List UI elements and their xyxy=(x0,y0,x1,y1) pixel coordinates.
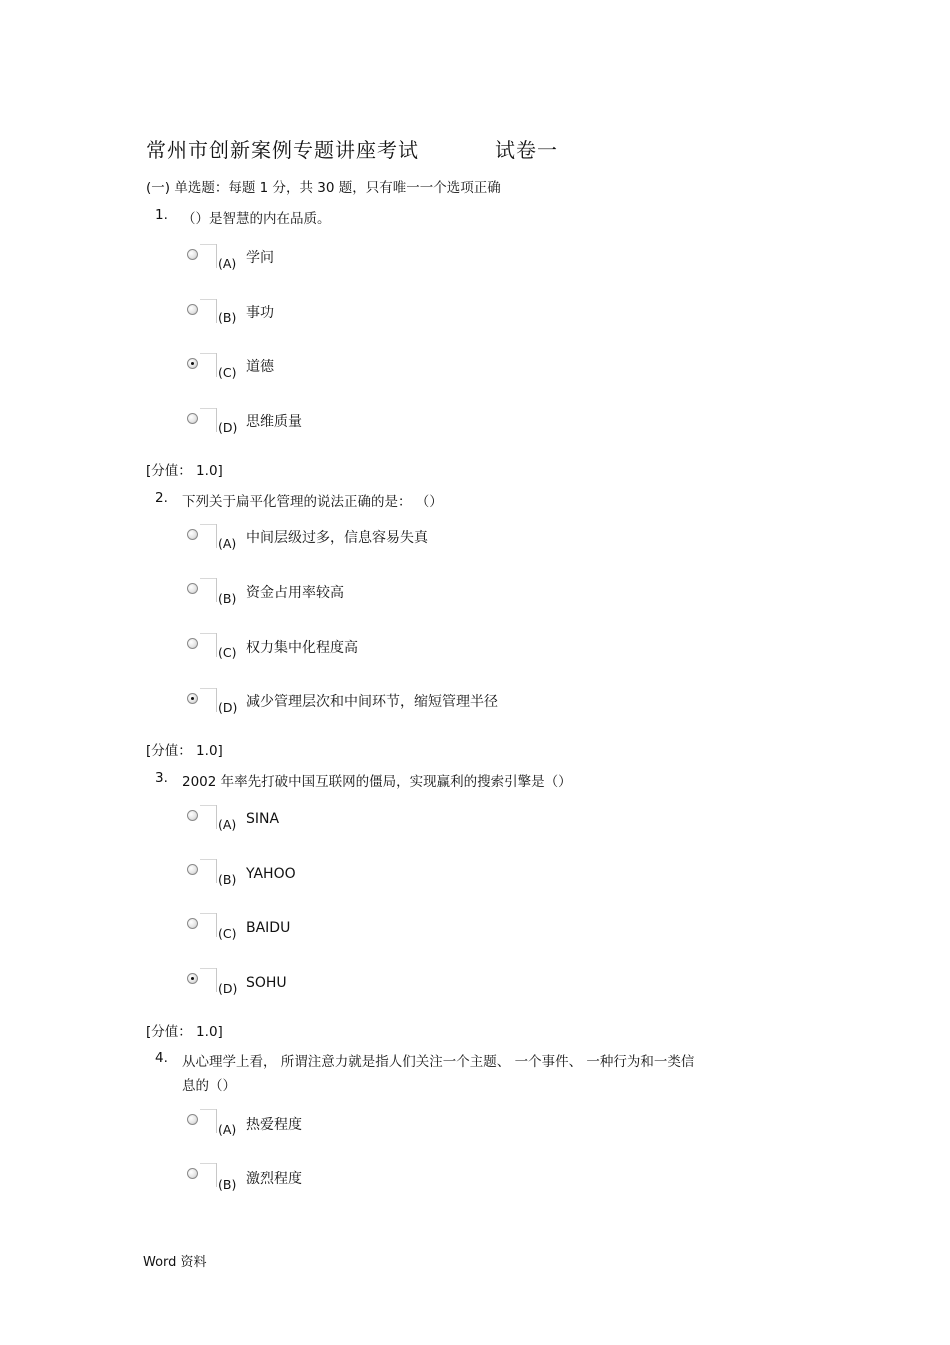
question-number: 4. xyxy=(155,1050,168,1066)
question-text: 下列关于扁平化管理的说法正确的是： （） xyxy=(182,494,443,510)
divider xyxy=(216,299,217,323)
option-letter: (C) xyxy=(218,645,237,660)
divider xyxy=(216,805,217,829)
divider xyxy=(200,633,216,634)
option-text: 热爱程度 xyxy=(246,1117,302,1133)
divider xyxy=(200,244,216,245)
divider xyxy=(200,913,216,914)
radio-button[interactable] xyxy=(187,810,198,821)
divider xyxy=(200,859,216,860)
divider xyxy=(200,408,216,409)
question-text: 从心理学上看， 所谓注意力就是指人们关注一个主题、 一个事件、 一种行为和一类信 xyxy=(182,1054,695,1070)
divider xyxy=(216,688,217,712)
radio-button[interactable] xyxy=(187,1114,198,1125)
option-letter: (B) xyxy=(218,872,237,887)
option-letter: (B) xyxy=(218,1177,237,1192)
option-letter: (B) xyxy=(218,310,237,325)
question-text: （）是智慧的内在品质。 xyxy=(182,211,331,227)
option-letter: (A) xyxy=(218,1122,237,1137)
divider xyxy=(200,578,216,579)
option-letter: (B) xyxy=(218,591,237,606)
option-text: SOHU xyxy=(246,975,287,991)
radio-button[interactable] xyxy=(187,304,198,315)
page-footer: Word 资料 xyxy=(143,1255,207,1270)
radio-button[interactable] xyxy=(187,973,198,984)
divider xyxy=(200,1109,216,1110)
option-letter: (A) xyxy=(218,817,237,832)
option-text: 中间层级过多，信息容易失真 xyxy=(246,530,428,546)
divider xyxy=(200,353,216,354)
option-letter: (D) xyxy=(218,981,238,996)
exam-title: 常州市创新案例专题讲座考试 xyxy=(146,138,419,162)
score-label: [分值： 1.0] xyxy=(146,743,223,759)
radio-button[interactable] xyxy=(187,693,198,704)
score-label: [分值： 1.0] xyxy=(146,1024,223,1040)
radio-button[interactable] xyxy=(187,529,198,540)
radio-button[interactable] xyxy=(187,638,198,649)
radio-button[interactable] xyxy=(187,918,198,929)
option-text: BAIDU xyxy=(246,920,291,936)
option-letter: (C) xyxy=(218,365,237,380)
radio-button[interactable] xyxy=(187,864,198,875)
option-letter: (C) xyxy=(218,926,237,941)
option-text: 思维质量 xyxy=(246,414,302,430)
question-text-line2: 息的（） xyxy=(182,1078,236,1094)
divider xyxy=(200,299,216,300)
question-number: 3. xyxy=(155,770,168,786)
divider xyxy=(200,805,216,806)
radio-button[interactable] xyxy=(187,1168,198,1179)
option-text: 激烈程度 xyxy=(246,1171,302,1187)
divider xyxy=(216,578,217,602)
option-text: YAHOO xyxy=(246,866,296,882)
divider xyxy=(216,408,217,432)
divider xyxy=(216,859,217,883)
score-label: [分值： 1.0] xyxy=(146,463,223,479)
divider xyxy=(200,524,216,525)
option-text: SINA xyxy=(246,811,280,827)
divider xyxy=(216,633,217,657)
divider xyxy=(200,1163,216,1164)
radio-button[interactable] xyxy=(187,358,198,369)
divider xyxy=(216,913,217,937)
divider xyxy=(216,524,217,548)
divider xyxy=(200,688,216,689)
divider xyxy=(216,968,217,992)
option-letter: (A) xyxy=(218,256,237,271)
option-letter: (A) xyxy=(218,536,237,551)
divider xyxy=(216,244,217,268)
option-text: 事功 xyxy=(246,305,274,321)
divider xyxy=(216,353,217,377)
radio-button[interactable] xyxy=(187,413,198,424)
option-letter: (D) xyxy=(218,420,238,435)
radio-button[interactable] xyxy=(187,249,198,260)
option-text: 学问 xyxy=(246,250,274,266)
question-text: 2002 年率先打破中国互联网的僵局，实现赢利的搜索引擎是（） xyxy=(182,774,572,790)
option-text: 权力集中化程度高 xyxy=(246,640,358,656)
option-text: 道德 xyxy=(246,359,274,375)
exam-title-suffix: 试卷一 xyxy=(495,138,558,162)
question-number: 2. xyxy=(155,490,168,506)
radio-button[interactable] xyxy=(187,583,198,594)
divider xyxy=(216,1163,217,1187)
option-text: 资金占用率较高 xyxy=(246,585,344,601)
section-heading: (一) 单选题：每题 1 分，共 30 题，只有唯一一个选项正确 xyxy=(146,180,501,196)
divider xyxy=(216,1109,217,1133)
question-number: 1. xyxy=(155,207,168,223)
option-text: 减少管理层次和中间环节，缩短管理半径 xyxy=(246,694,498,710)
divider xyxy=(200,968,216,969)
option-letter: (D) xyxy=(218,700,238,715)
